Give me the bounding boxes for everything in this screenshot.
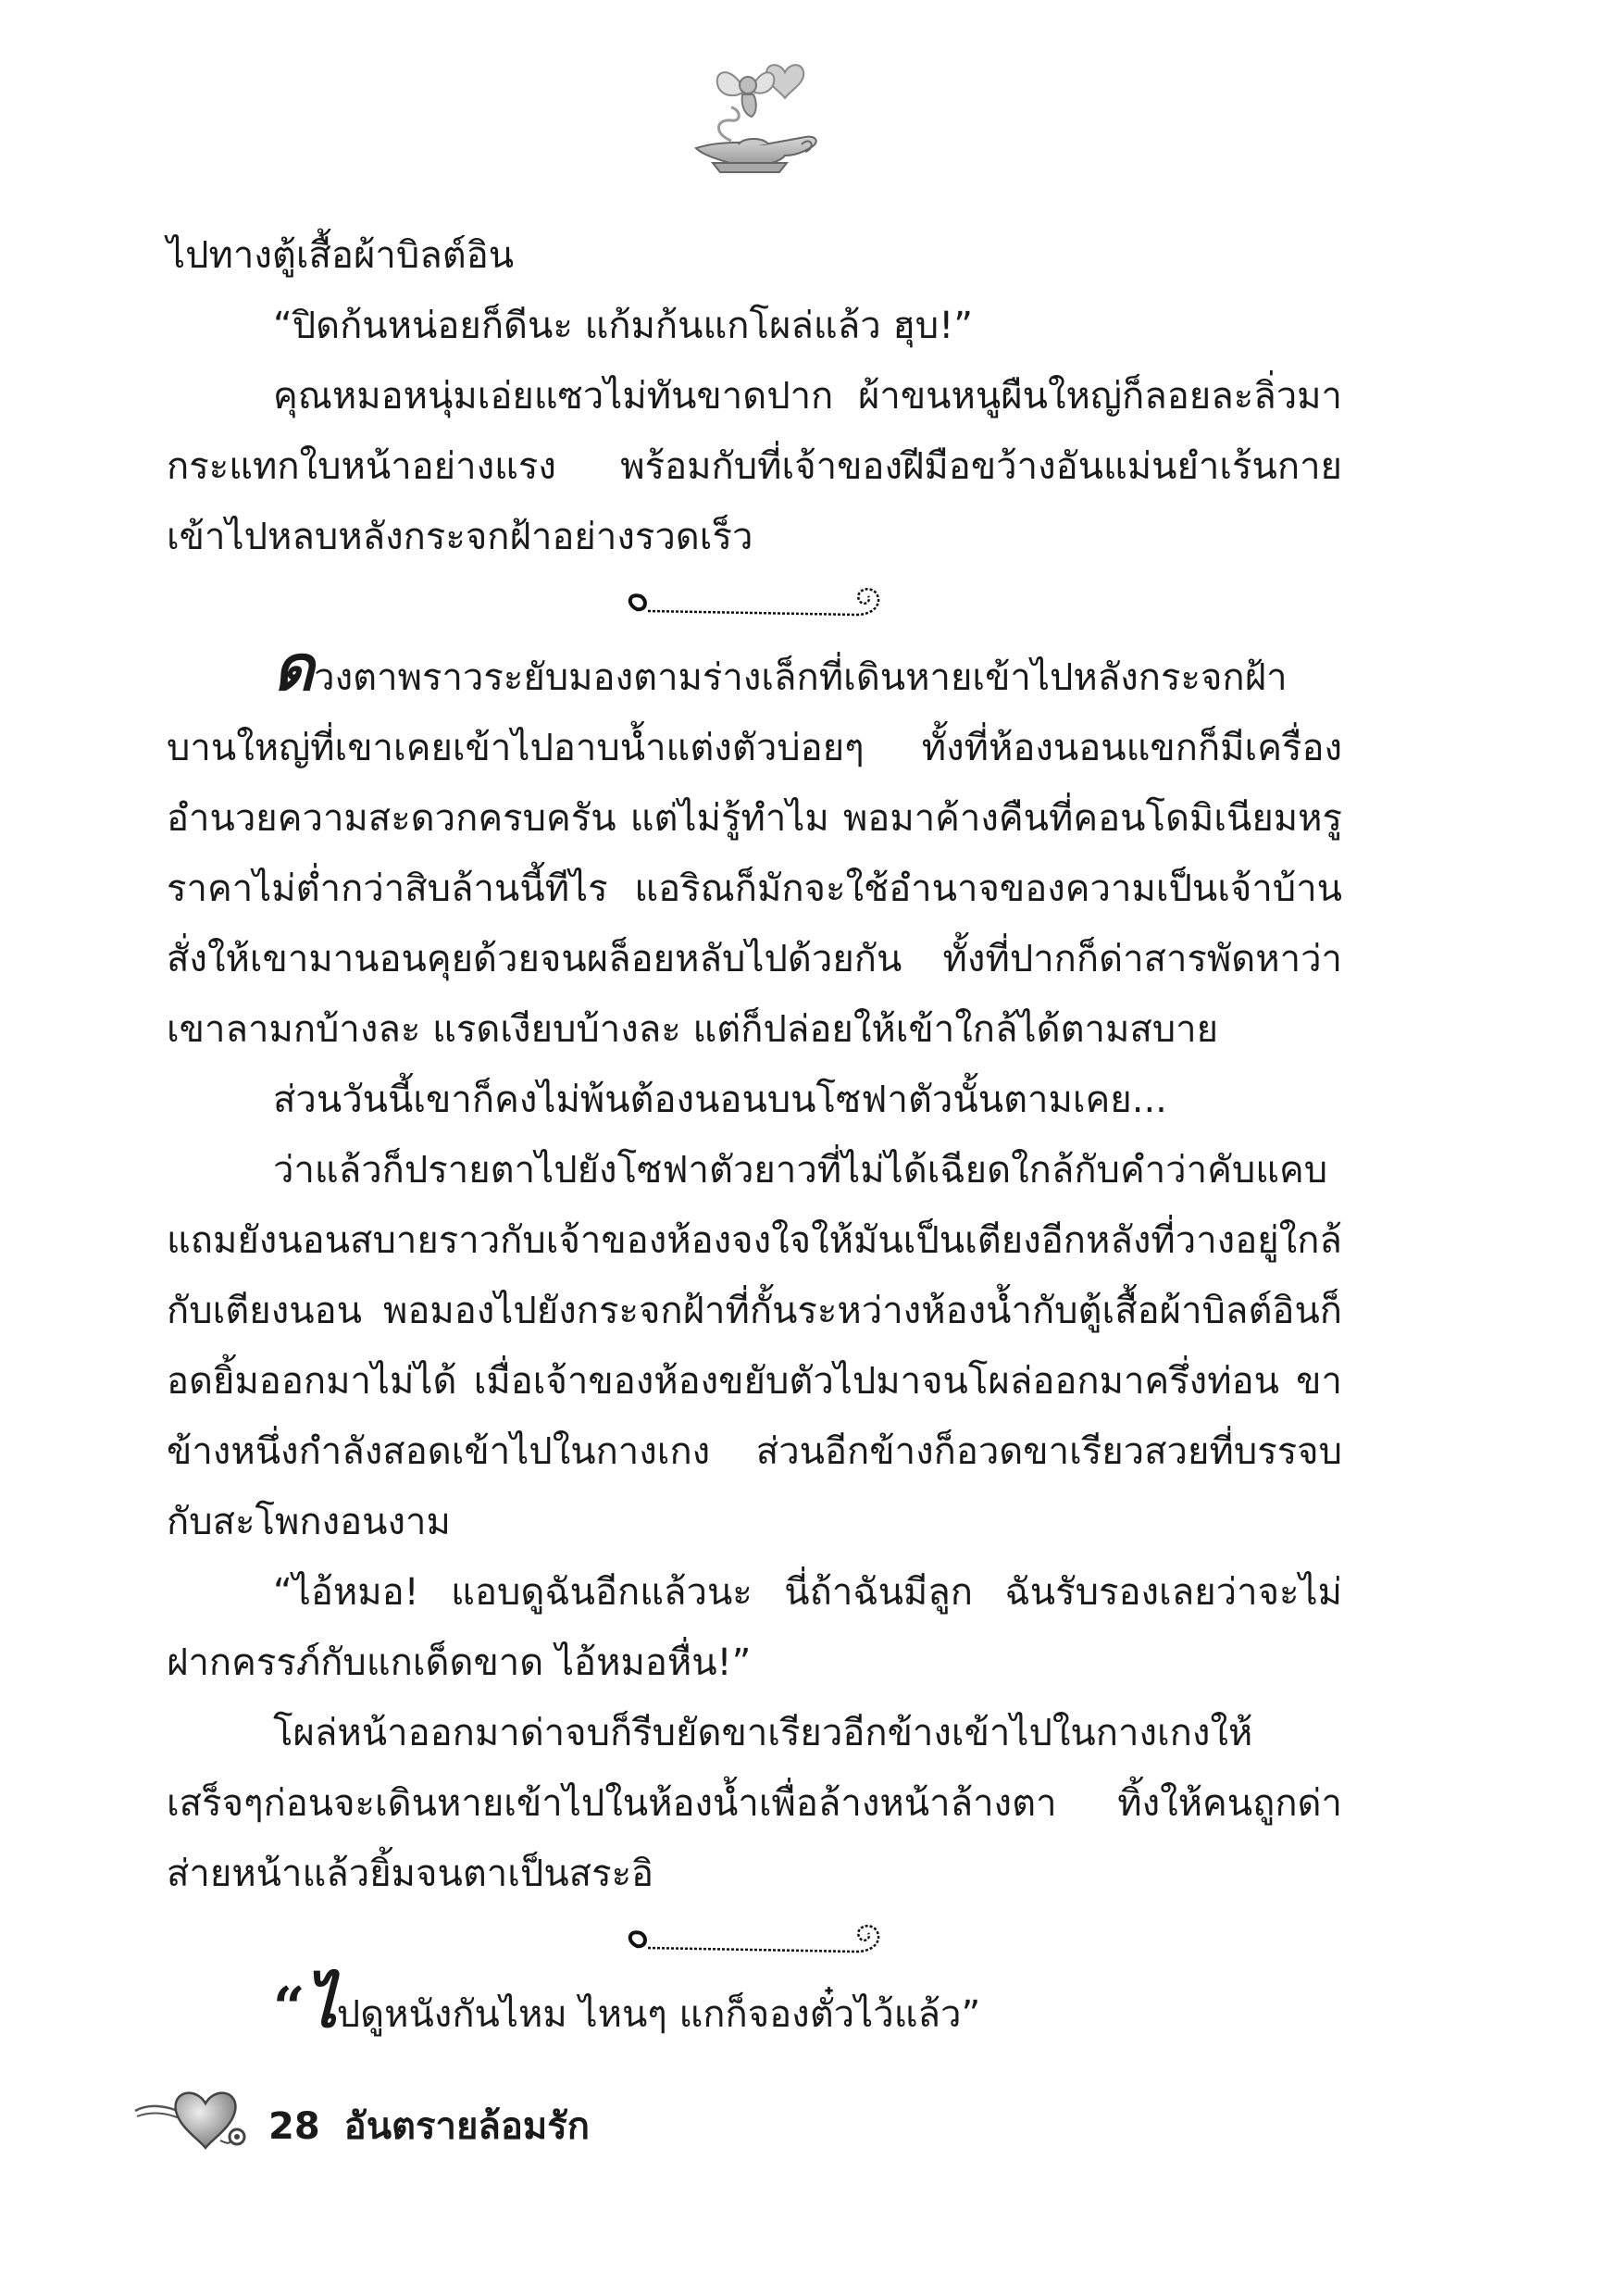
page-footer <box>130 2083 778 2157</box>
cupid-lamp-icon <box>676 56 833 176</box>
body-text <box>167 220 1342 2050</box>
paragraph: ว่าแล้วก็ปรายตาไปยังโซฟาตัวยาวที่ไม่ได้เฉียดใกล้กับคำว่าคับแคบแถมยังนอนสบายราวกับเจ้าของห้องจงใจให้มันเป็นเตียงอีกหลังที่วางอยู่ใกล้กับเตียงนอน พอมองไปยังกระจกฝ้าที่กั้นระหว่างห้องน้ำกับตู้เสื้อผ้าบิลต์อินก็อดยิ้มออกมาไม่ได้ เมื่อเจ้าของห้องขยับตัวไปมาจนโผล่ออกมาครึ่งท่อน ขาข้างหนึ่งกำลังสอดเข้าไปในกางเกง ส่วนอีกข้างก็อวดขาเรียวสวยที่บรรจบกับสะโพกงอนงาม <box>167 1149 1342 1543</box>
paragraph <box>167 631 1342 1065</box>
paragraph: ส่วนวันนี้เขาก็คงไม่พ้นต้องนอนบนโซฟาตัวนั้นตามเคย... <box>273 1079 1167 1121</box>
paragraph-text: ปดูหนังกันไหม ไหนๆ แกก็จองตั๋วไว้แล้ว” <box>336 1993 981 2036</box>
book-title: อันตรายล้อมรัก <box>343 2105 591 2148</box>
quote-mark: “ <box>273 1976 305 2040</box>
scene-divider <box>167 572 1342 643</box>
paragraph: คุณหมอหนุ่มเอ่ยแซวไม่ทันขาดปาก ผ้าขนหนูผืนใหญ่ก็ลอยละลิ่วมากระแทกใบหน้าอย่างแรง พร้อมกับที่เจ้าของฝีมือขว้างอันแม่นยำเร้นกายเข้าไปหลบหลังกระจกฝ้าอย่างรวดเร็ว <box>167 375 1342 558</box>
scene-divider <box>167 1909 1342 1979</box>
paragraph-text: วงตาพราวระยับมองตามร่างเล็กที่เดินหายเข้าไปหลังกระจกฝ้าบานใหญ่ที่เขาเคยเข้าไปอาบน้ำแต่งตัวบ่อยๆ ทั้งที่ห้องนอนแขกก็มีเครื่องอำนวยความสะดวกครบครัน แต่ไม่รู้ทำไม พอมาค้างคืนที่คอนโดมิเนียมหรูราคาไม่ต่ำกว่าสิบล้านนี้ทีไร แอริณก็มักจะใช้อำนาจของความเป็นเจ้าบ้านสั่งให้เขามานอนคุยด้วยจนผล็อยหลับไปด้วยกัน ทั้งที่ปากก็ด่าสารพัดหาว่าเขาลามกบ้างละ แรดเงียบบ้างละ แต่ก็ปล่อยให้เข้าใกล้ได้ตามสบาย <box>167 656 1342 1051</box>
paragraph: ไปทางตู้เสื้อผ้าบิลต์อิน <box>167 234 515 277</box>
dropcap: ด <box>273 631 315 705</box>
paragraph <box>167 1968 1342 2050</box>
paragraph: โผล่หน้าออกมาด่าจบก็รีบยัดขาเรียวอีกข้างเข้าไปในกางเกงให้เสร็จๆก่อนจะเดินหายเข้าไปในห้องน้ำเพื่อล้างหน้าล้างตา ทิ้งให้คนถูกด่าส่ายหน้าแล้วยิ้มจนตาเป็นสระอิ <box>167 1712 1342 1895</box>
paragraph: “ปิดก้นหน่อยก็ดีนะ แก้มก้นแกโผล่แล้ว ฮุบ!” <box>273 305 973 347</box>
dropcap: ไ <box>305 1968 337 2042</box>
page-number: 28 <box>268 2105 320 2148</box>
footer-label <box>268 2103 590 2150</box>
paragraph: “ไอ้หมอ! แอบดูฉันอีกแล้วนะ นี่ถ้าฉันมีลูก ฉันรับรองเลยว่าจะไม่ฝากครรภ์กับแกเด็ดขาด ไอ้หมอหื่น!” <box>167 1571 1342 1684</box>
swirl-divider-icon <box>620 580 889 635</box>
heart-stethoscope-icon <box>130 2083 268 2157</box>
swirl-divider-icon <box>620 1916 889 1972</box>
